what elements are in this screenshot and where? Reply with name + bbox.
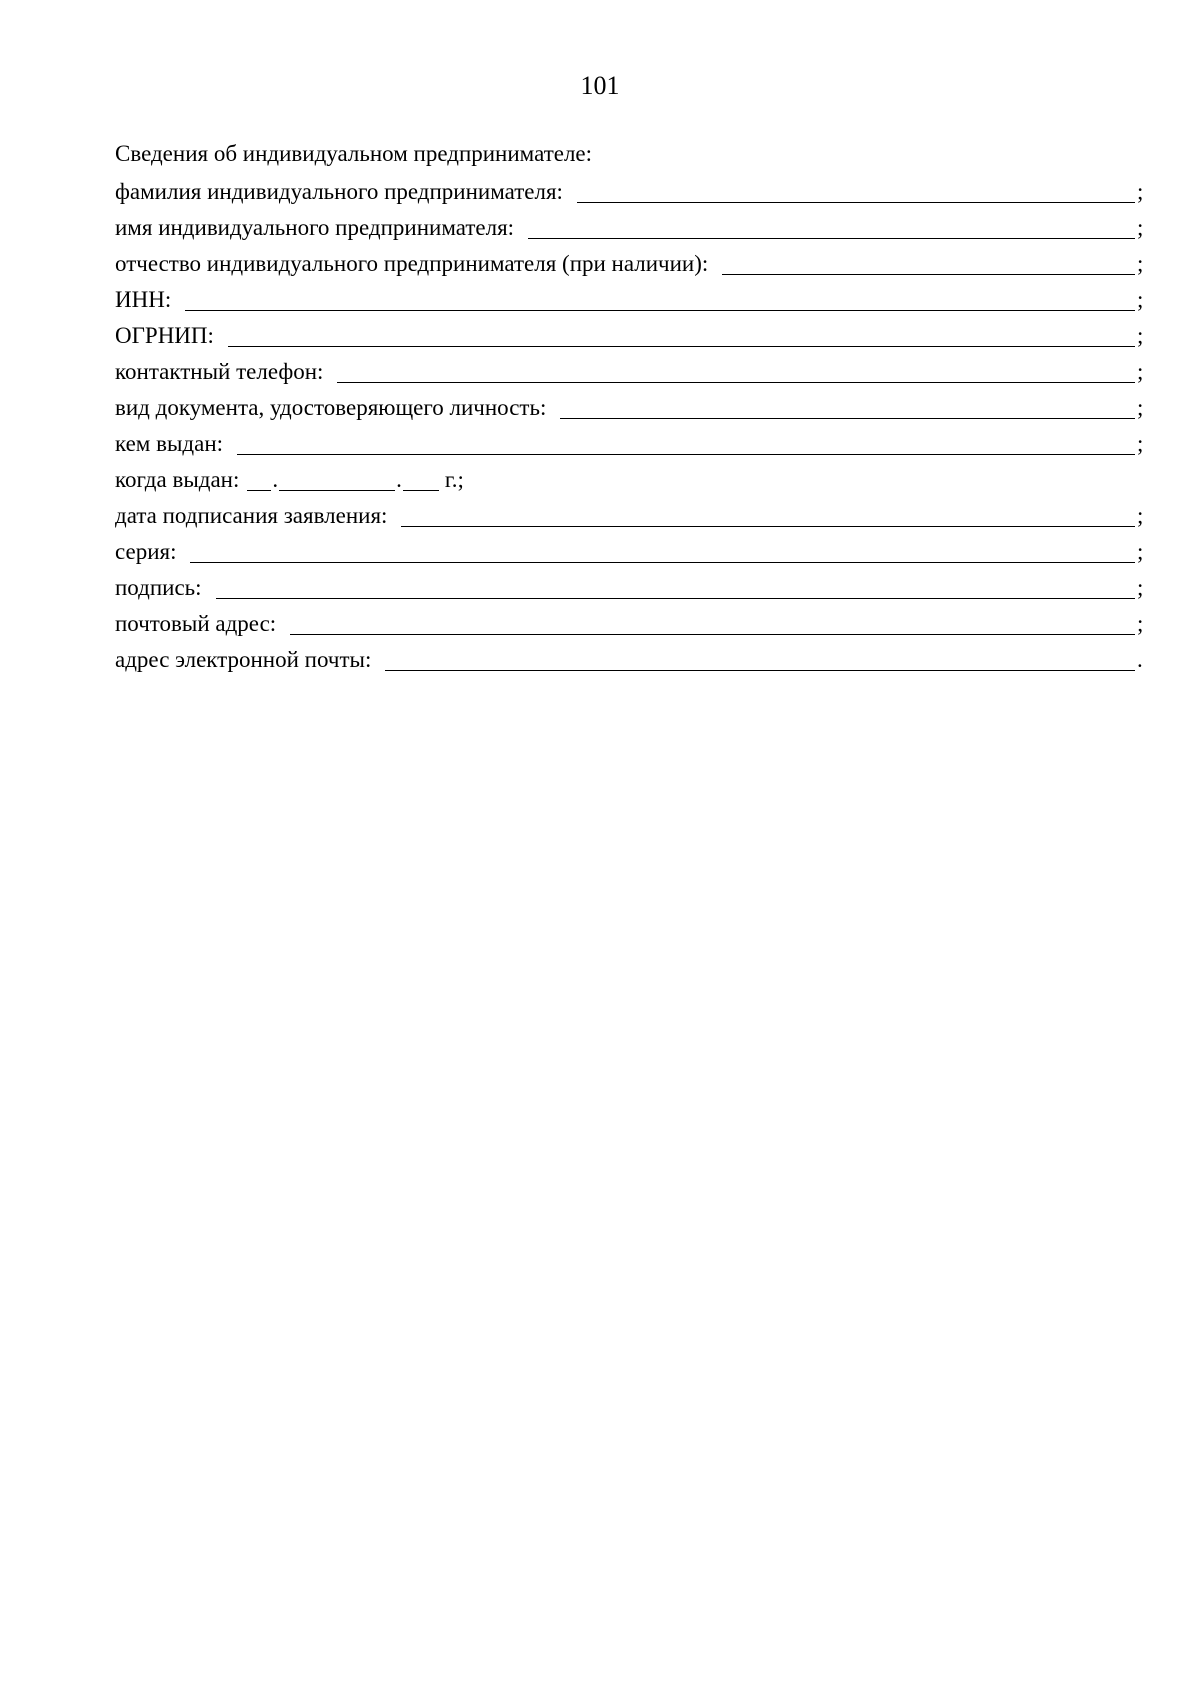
field-series <box>115 531 1147 567</box>
email-blank[interactable] <box>385 646 1135 671</box>
issue-month-blank[interactable] <box>279 466 395 491</box>
field-label: имя индивидуального предпринимателя: <box>115 215 515 240</box>
field-patronymic <box>115 243 1147 279</box>
issue-year-blank[interactable] <box>403 466 439 491</box>
series-blank[interactable] <box>190 538 1135 563</box>
date-separator: . <box>396 467 402 492</box>
field-issue-date <box>115 459 464 495</box>
field-label: отчество индивидуального предпринимателя (при наличии): <box>115 251 709 276</box>
signature-blank[interactable] <box>216 574 1135 599</box>
field-postal-address <box>115 603 1147 639</box>
patronymic-blank[interactable] <box>722 250 1135 275</box>
id-document-blank[interactable] <box>560 394 1135 419</box>
signing-date-blank[interactable] <box>401 502 1135 527</box>
field-terminator: ; <box>1137 215 1144 240</box>
field-label: ОГРНИП: <box>115 323 214 348</box>
field-first-name <box>115 207 1147 243</box>
field-label: ИНН: <box>115 287 172 312</box>
field-terminator: ; <box>1137 575 1144 600</box>
issue-day-blank[interactable] <box>247 466 271 491</box>
field-terminator: ; <box>1137 539 1144 564</box>
field-issued-by <box>115 423 1147 459</box>
field-ogrnip <box>115 315 1147 351</box>
phone-blank[interactable] <box>337 358 1135 383</box>
field-label: подпись: <box>115 575 202 600</box>
field-terminator: ; <box>1137 503 1144 528</box>
field-inn <box>115 279 1147 315</box>
first-name-blank[interactable] <box>528 214 1135 239</box>
section-heading: Сведения об индивидуальном предпринимателе: <box>115 141 593 166</box>
field-terminator: ; <box>1137 395 1144 420</box>
page-number: 101 <box>580 71 620 100</box>
field-terminator: ; <box>1137 359 1144 384</box>
field-terminator: . <box>1137 647 1143 672</box>
field-label: дата подписания заявления: <box>115 503 388 528</box>
field-signature <box>115 567 1147 603</box>
field-surname <box>115 171 1147 207</box>
field-label: вид документа, удостоверяющего личность: <box>115 395 547 420</box>
field-id-document <box>115 387 1147 423</box>
field-phone <box>115 351 1147 387</box>
ogrnip-blank[interactable] <box>228 322 1135 347</box>
year-suffix: г.; <box>444 467 464 492</box>
field-label: кем выдан: <box>115 431 224 456</box>
issued-by-blank[interactable] <box>237 430 1135 455</box>
field-label: почтовый адрес: <box>115 611 277 636</box>
date-separator: . <box>272 467 279 492</box>
postal-address-blank[interactable] <box>290 610 1135 635</box>
field-terminator: ; <box>1137 251 1144 276</box>
field-label: адрес электронной почты: <box>115 647 372 672</box>
field-terminator: ; <box>1137 179 1144 204</box>
field-signing-date <box>115 495 1147 531</box>
field-terminator: ; <box>1137 323 1144 348</box>
field-label: фамилия индивидуального предпринимателя: <box>115 179 563 204</box>
field-label: когда выдан: <box>115 467 240 492</box>
field-terminator: ; <box>1137 611 1144 636</box>
field-terminator: ; <box>1137 287 1144 312</box>
field-terminator: ; <box>1137 431 1144 456</box>
field-email <box>115 639 1147 675</box>
inn-blank[interactable] <box>185 286 1135 311</box>
field-label: контактный телефон: <box>115 359 324 384</box>
surname-blank[interactable] <box>577 178 1135 203</box>
field-label: серия: <box>115 539 177 564</box>
